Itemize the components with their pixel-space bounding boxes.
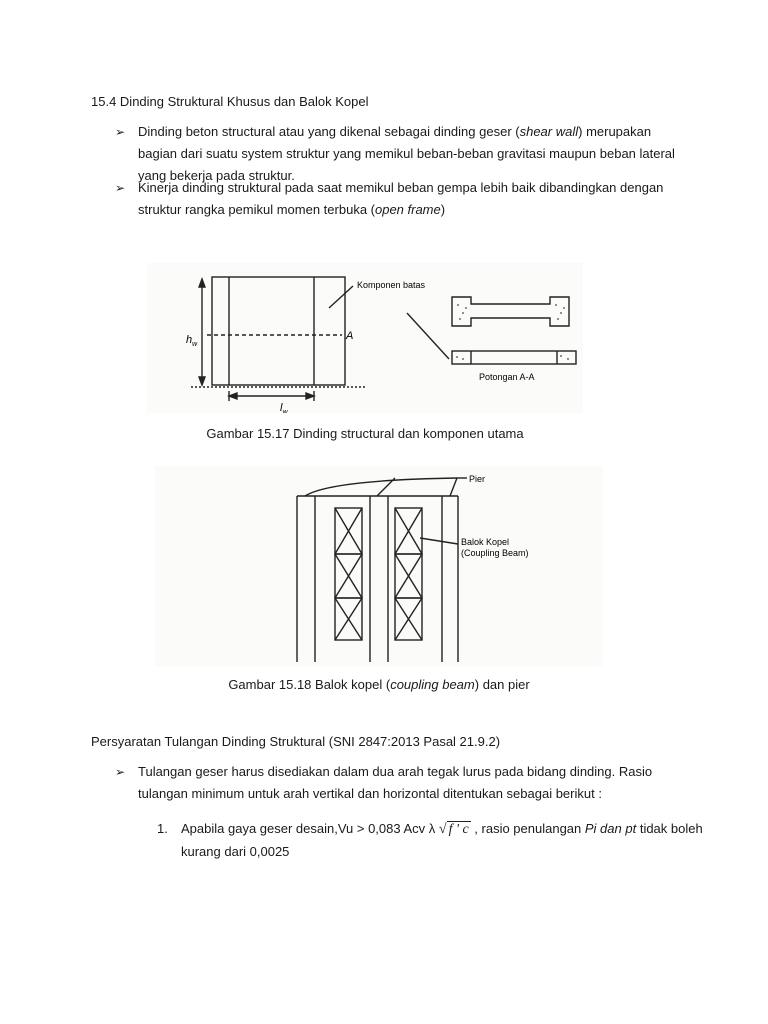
bullet-text: Dinding beton structural atau yang dikenal sebagai dinding geser (shear wall) merupakan bagian dari suatu system struktur yang memikul beban-beban gravitasi maupun beban lateral yang bekerja pada struktur. [138,124,675,183]
komponen-leader [329,286,353,308]
bullet-item [115,177,675,221]
sqrt-formula: √ f ' c [438,822,469,837]
lw-label: $l_w$ [280,402,288,413]
hw-label: $h_w$ [186,334,198,348]
item-text: Apabila gaya geser desain,Vu > 0,083 Acv λ √ f ' c , rasio penulangan Pi dan pt tidak boleh kurang dari 0,0025 [181,821,703,859]
arrow-bullet-icon: ➢ [115,181,126,195]
potongan-leader [407,313,449,359]
barbell-section [452,297,569,326]
bullet-text: Tulangan geser harus disediakan dalam dua arah tegak lurus pada bidang dinding. Rasio tulangan minimum untuk arah vertikal dan horizontal ditentukan sebagai berikut : [138,764,653,801]
section-a-label: A [346,330,354,342]
balok-kopel-leader [420,538,458,544]
coupling-beam-stack-left [335,508,362,640]
balok-kopel-label: Balok Kopel [461,537,510,547]
pier-label: Pier [469,474,486,484]
item-number: 1. [157,821,168,836]
komponen-batas-label: Komponen batas [357,280,426,290]
arrow-bullet-icon: ➢ [115,125,126,139]
wall-outline [212,277,345,385]
arrow-bullet-icon: ➢ [115,765,126,779]
section-heading-2: Persyaratan Tulangan Dinding Struktural (SNI 2847:2013 Pasal 21.9.2) [91,734,501,749]
figure-caption-1517: Gambar 15.17 Dinding structural dan komponen utama [206,426,524,441]
section-heading: 15.4 Dinding Struktural Khusus dan Balok Kopel [91,94,369,109]
coupling-beam-label: (Coupling Beam) [461,548,529,558]
bullet-item [115,761,675,805]
bullet-text: Kinerja dinding struktural pada saat memikul beban gempa lebih baik dibandingkan dengan struktur rangka pemikul momen terbuka (open frame) [138,180,664,217]
structural-wall-figure [147,263,583,413]
coupling-beam-figure [155,466,603,666]
numbered-item [157,818,717,863]
figure-caption-1518: Gambar 15.18 Balok kopel (coupling beam) dan pier [228,677,530,692]
potongan-label: Potongan A-A [479,372,535,382]
coupling-beam-stack-right [395,508,422,640]
pier-leader [305,478,457,496]
